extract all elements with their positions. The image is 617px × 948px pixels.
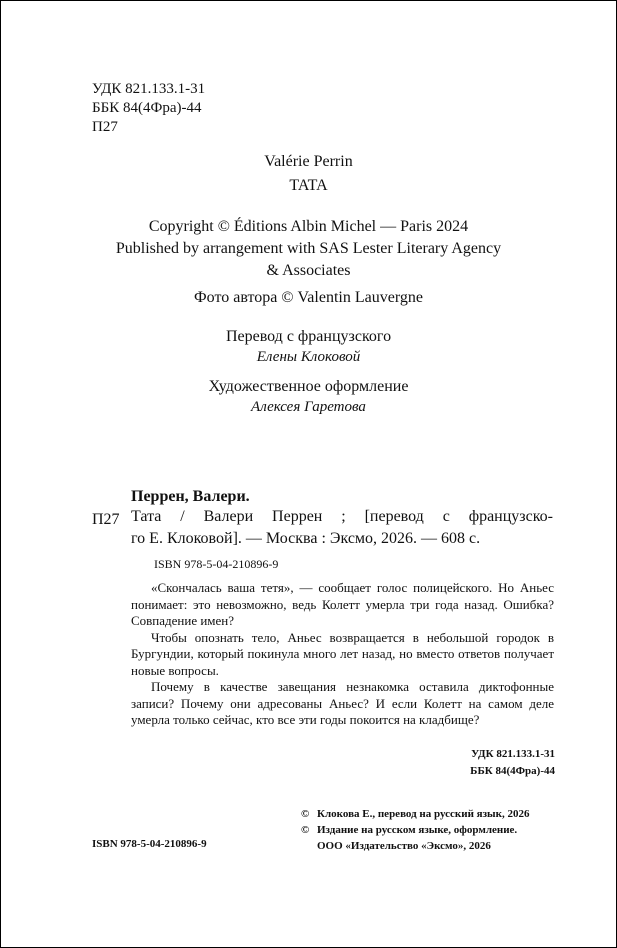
- udk-line: УДК 821.133.1-31: [92, 81, 206, 97]
- catalog-author-heading: Перрен, Валери.: [131, 488, 250, 505]
- annotation-paragraph: Почему в качестве завещания незнакомка оставила диктофонные записи? Почему они адресованы Аньес? И если Колетт на самом деле умерла только сейчас, кто все эти годы покоится на кладбище?: [131, 679, 554, 727]
- rights-block: [301, 806, 529, 854]
- translation-label: Перевод с французского: [225, 328, 392, 345]
- catalog-record: [131, 506, 553, 550]
- annotation-paragraph: «Скончалась ваша тетя», — сообщает голос полицейского. Но Аньес понимает: это невозможно, ведь Колетт умерла три года назад. Ошибка? Совпадение имен?: [131, 580, 554, 628]
- original-edition: [0, 151, 617, 197]
- rights-line: ООО «Издательство «Эксмо», 2026: [317, 840, 491, 852]
- author-sign: П27: [92, 119, 118, 135]
- rights-line: © Клокова Е., перевод на русский язык, 2026: [301, 808, 530, 820]
- bbk-code: ББК 84(4Фра)-44: [470, 765, 555, 777]
- udk-code: УДК 821.133.1-31: [471, 748, 555, 760]
- design-credit: [0, 376, 617, 418]
- rights-line: © Издание на русском языке, оформление.: [301, 824, 518, 836]
- annotation: [131, 580, 554, 729]
- catalog-line: го Е. Клоковой]. — Москва : Эксмо, 2026. — 608 с.: [131, 530, 481, 547]
- copyright-line: & Associates: [266, 262, 351, 279]
- catalog-author-sign: П27: [92, 511, 120, 528]
- catalog-line: Тата / Валери Перрен ; [перевод с французско-: [131, 508, 553, 525]
- design-label: Художественное оформление: [208, 378, 409, 395]
- catalog-isbn: ISBN 978-5-04-210896-9: [154, 557, 279, 571]
- translation-credit: [0, 326, 617, 368]
- original-title: TATA: [289, 177, 328, 194]
- udk-block: [92, 80, 205, 137]
- photo-credit: Фото автора © Valentin Lauvergne: [194, 289, 423, 306]
- copyright-line: Published by arrangement with SAS Lester Literary Agency: [115, 240, 502, 257]
- bbk-line: ББК 84(4Фра)-44: [92, 100, 202, 116]
- annotation-paragraph: Чтобы опознать тело, Аньес возвращается в небольшой городок в Бургундии, который покинула много лет назад, но вместо ответов получает новые вопросы.: [131, 629, 554, 678]
- copyright-symbol: ©: [301, 808, 310, 820]
- classification-codes: [470, 746, 555, 780]
- footer-isbn: ISBN 978-5-04-210896-9: [92, 838, 207, 850]
- designer-name: Алексея Гаретова: [251, 399, 366, 415]
- copyright-line: Copyright © Éditions Albin Michel — Paris 2024: [148, 218, 469, 235]
- copyright-block: [0, 216, 617, 282]
- original-author: Valérie Perrin: [264, 153, 353, 170]
- translator-name: Елены Клоковой: [256, 349, 361, 365]
- copyright-symbol: ©: [301, 824, 310, 836]
